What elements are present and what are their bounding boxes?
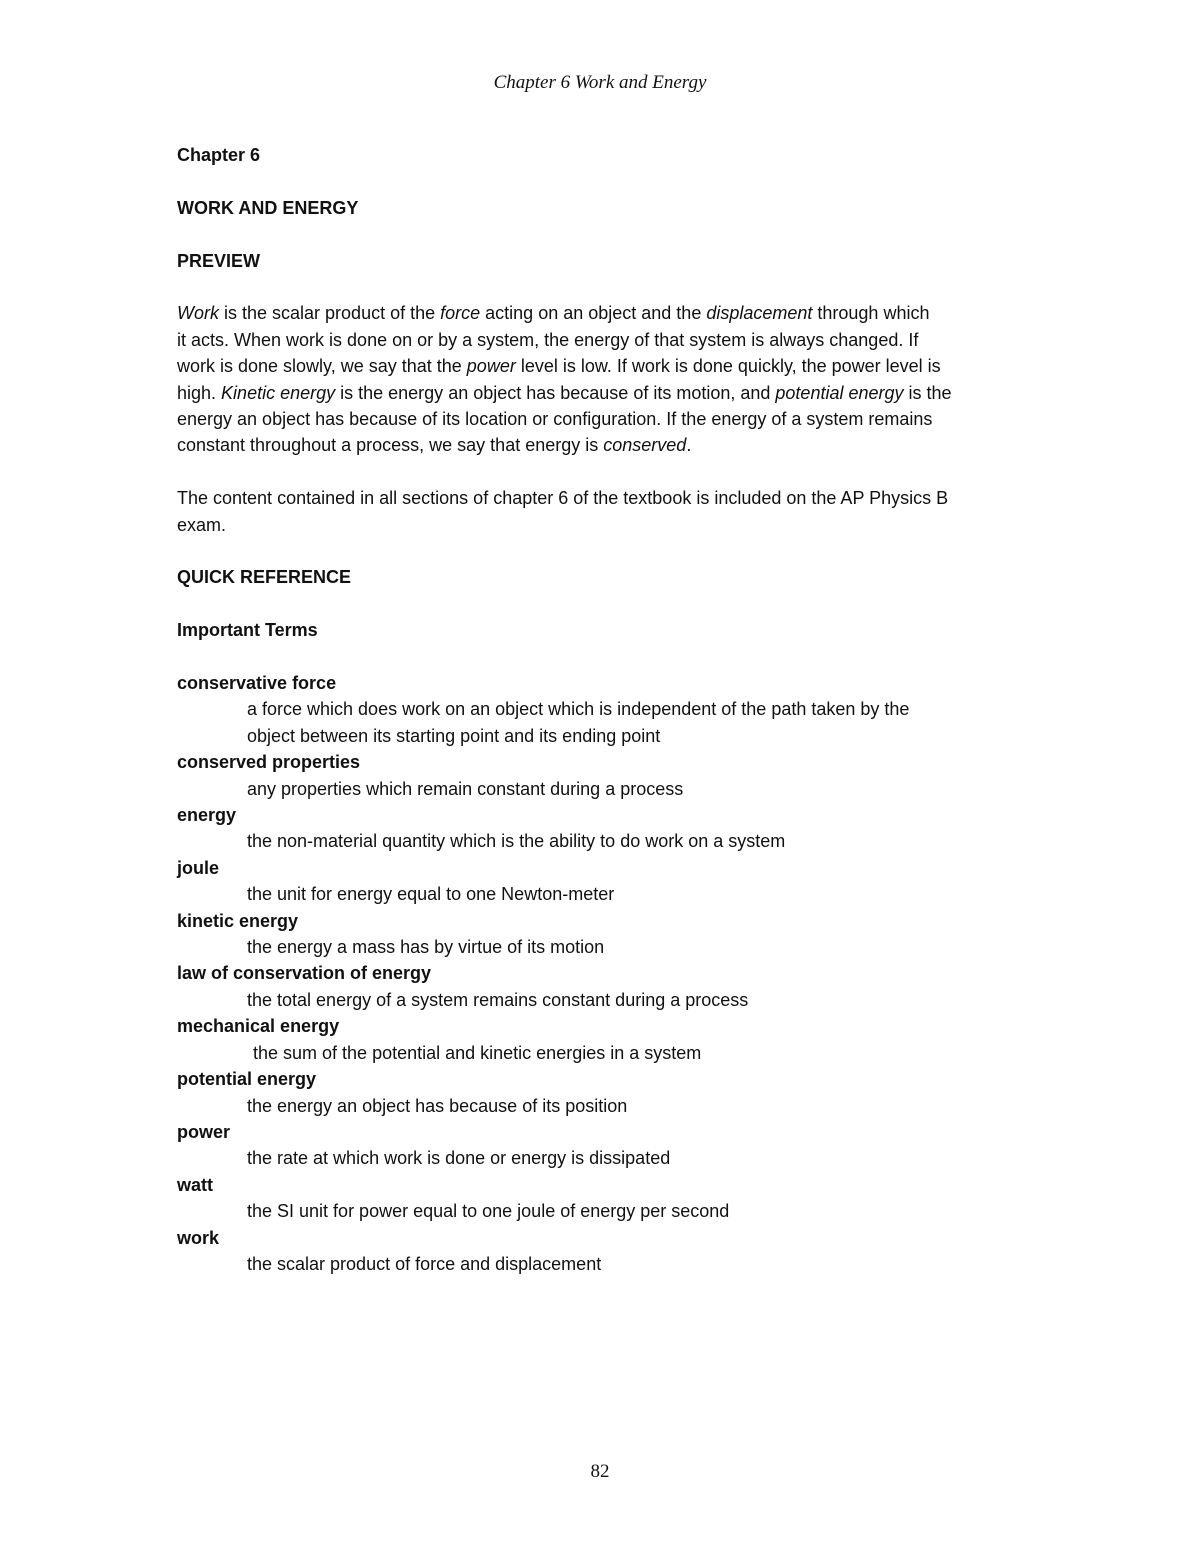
glossary-definition: the unit for energy equal to one Newton-meter — [247, 884, 615, 905]
glossary-term: work — [177, 1227, 220, 1248]
important-terms-heading: Important Terms — [177, 620, 318, 641]
glossary-term: mechanical energy — [177, 1016, 340, 1037]
chapter-label: Chapter 6 — [177, 145, 261, 165]
emphasis-kinetic-energy: Kinetic energy — [221, 382, 336, 403]
glossary-term: law of conservation of energy — [177, 963, 432, 984]
page-content — [177, 142, 1037, 1277]
glossary-definition: the energy a mass has by virtue of its motion — [247, 937, 605, 958]
glossary-term: potential energy — [177, 1069, 317, 1090]
glossary-term: energy — [177, 805, 237, 826]
glossary-definition: the SI unit for power equal to one joule of energy per second — [247, 1201, 730, 1222]
glossary-definition: the energy an object has because of its position — [247, 1095, 628, 1116]
glossary-definition: a force which does work on an object which is independent of the path taken by the — [247, 699, 910, 720]
running-header: Chapter 6 Work and Energy — [493, 72, 707, 93]
ap-exam-paragraph: The content contained in all sections of chapter 6 of the textbook is included on the AP Physics B exam. — [177, 488, 949, 535]
glossary-definition: the scalar product of force and displacement — [247, 1253, 602, 1274]
emphasis-displacement: displacement — [706, 303, 813, 324]
glossary-term: conserved properties — [177, 752, 361, 773]
glossary-term: watt — [177, 1174, 213, 1195]
glossary-term: joule — [177, 857, 220, 878]
quick-reference-heading: QUICK REFERENCE — [177, 567, 352, 588]
page-number: 82 — [590, 1461, 610, 1482]
chapter-title: WORK AND ENERGY — [177, 197, 359, 218]
glossary-definition: the non-material quantity which is the ability to do work on a system — [247, 831, 786, 852]
emphasis-conserved: conserved — [603, 435, 687, 456]
glossary-term: conservative force — [177, 673, 337, 694]
glossary-definition: the total energy of a system remains constant during a process — [247, 989, 749, 1010]
glossary-list — [177, 670, 1037, 1277]
glossary-definition: the sum of the potential and kinetic energies in a system — [253, 1042, 702, 1063]
glossary-definition: any properties which remain constant during a process — [247, 778, 684, 799]
glossary-definition-continued: object between its starting point and its ending point — [247, 725, 661, 746]
glossary-term: power — [177, 1121, 231, 1142]
preview-heading: PREVIEW — [177, 250, 261, 271]
glossary-term: kinetic energy — [177, 910, 299, 931]
emphasis-power: power — [466, 356, 516, 377]
emphasis-potential-energy: potential energy — [775, 382, 904, 403]
glossary-definition: the rate at which work is done or energy is dissipated — [247, 1148, 671, 1169]
emphasis-work: Work — [177, 303, 219, 324]
emphasis-force: force — [440, 303, 481, 324]
preview-paragraph: Work is the scalar product of the force acting on an object and the displacement through which it acts. When work is done on or by a system, the energy of that system is always changed. If work is done slowly, we say that the power level is low. If work is done quickly, the power level is high. Kinetic energy is the energy an object has because of its motion, and potential energy is the energy an object has because of its location or configuration. If the energy of a system remains constant throughout a process, we say that energy is conserved. — [177, 303, 952, 456]
